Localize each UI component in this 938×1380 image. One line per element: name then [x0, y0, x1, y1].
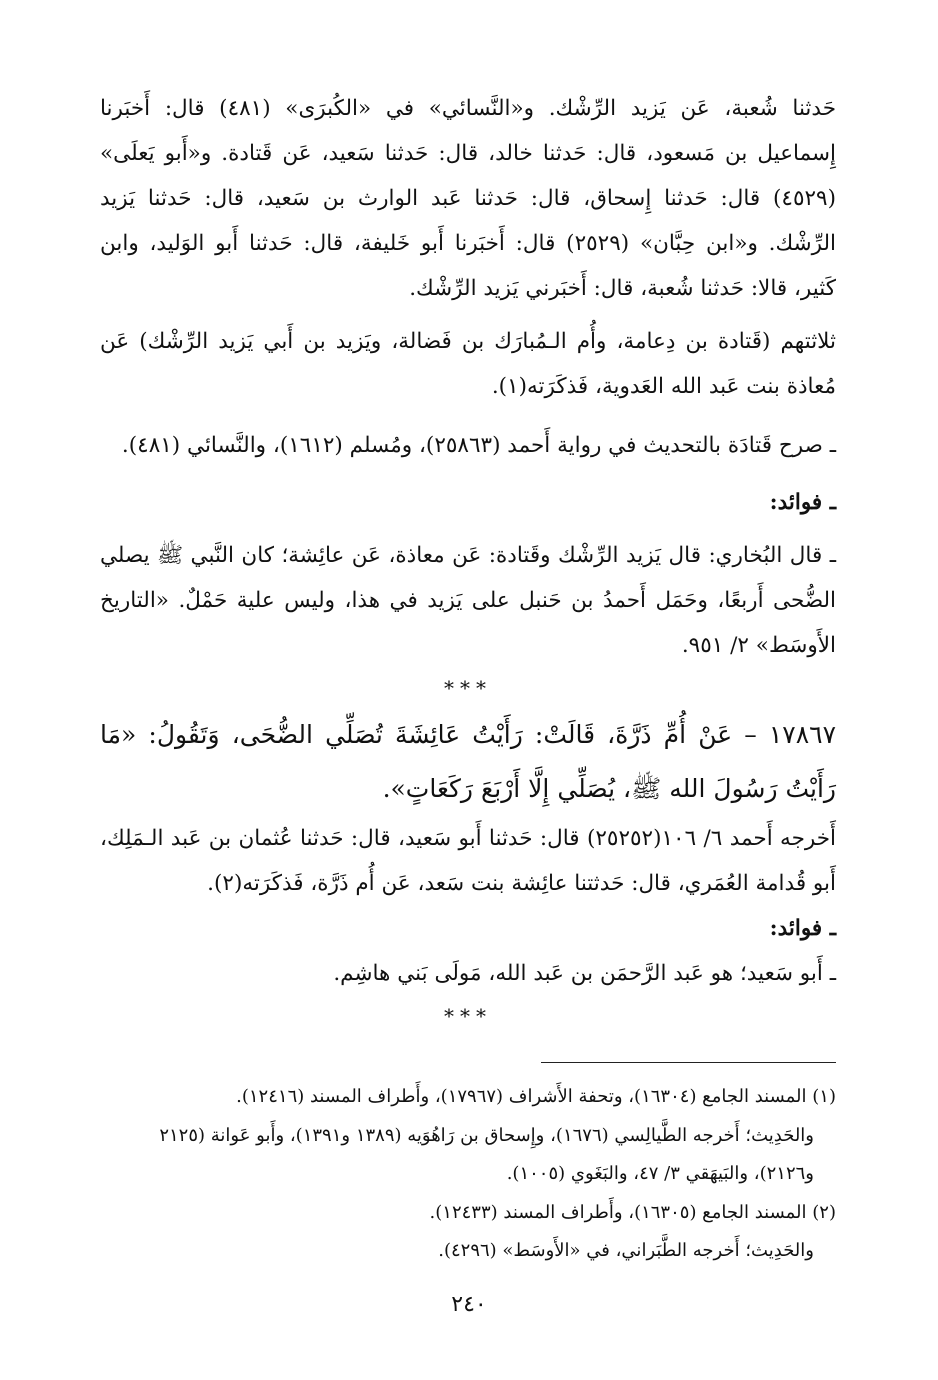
paragraph-abu-said-note: ـ أَبو سَعيد؛ هو عَبد الرَّحمَن بن عَبد الله، مَولَى بَني هاشِم. [333, 961, 836, 986]
hadith-text: ١٧٨٦٧ – عَنْ أُمِّ ذَرَّةَ، قَالَتْ: رَأَيْتُ عَائِشَةَ تُصَلِّي الضُّحَى، وَتَقُولُ: «مَا رَأَيْتُ رَسُولَ الله ﷺ، يُصَلِّي إِلَّا أَرْبَعَ رَكَعَاتٍ». [100, 720, 836, 803]
benefits-heading-2: ـ فوائد: [769, 916, 836, 941]
footnote-2-sources: والحَدِيث؛ أَخرجه الطَّبَراني، في «الأَوسَط» (٤٢٩٦). [438, 1240, 814, 1261]
benefits-heading: ـ فوائد: [769, 490, 836, 515]
footnote-1: (١) المسند الجامع (١٦٣٠٤)، وتحفة الأَشراف (١٧٩٦٧)، وأَطراف المسند (١٢٤١٦). [236, 1086, 836, 1107]
page-number: ٢٤٠ [451, 1292, 487, 1317]
main-text [100, 86, 836, 1036]
paragraph-bukhari-quote: ـ قال البُخاري: قال يَزيد الرِّشْك وقَتادة: عَن معاذة، عَن عائِشة؛ كان النَّبي ﷺ يصلي الضُّحى أَربعًا، وحَمَل أَحمدُ بن حَنبل على يَزيد في هذا، وليس علية حَمْلٌ. «التاريخ الأَوسَط» ٢/ ٩٥١. [100, 543, 836, 658]
paragraph-takhrij: أَخرجه أَحمد ٦/ ١٠٦(٢٥٢٥٢) قال: حَدثنا أَبو سَعيد، قال: حَدثنا عُثمان بن عَبد الـمَلِك، أَبو قُدامة العُمَري، قال: حَدثتنا عائِشة بنت سَعد، عَن أُم ذَرَّة، فَذكَرَته(٢). [100, 826, 836, 896]
separator-stars-2: *** [444, 1004, 492, 1028]
footnote-1-sources: والحَدِيث؛ أَخرجه الطَّيالِسي (١٦٧٦)، وإِسحاق بن رَاهُوَيه (١٣٨٩ و١٣٩١)، وأَبو عَوانة (٢١٢٥ و٢١٢٦)، والبَيهَقي ٣/ ٤٧، والبَغَوي (١٠٠٥). [159, 1124, 814, 1184]
footnote-divider [541, 1062, 836, 1063]
separator-stars: *** [444, 676, 492, 700]
paragraph-narration-chain: حَدثنا شُعبة، عَن يَزيد الرِّشْك. و«النَّسائي» في «الكُبرَى» (٤٨١) قال: أَخبَرنا إِسماعيل بن مَسعود، قال: حَدثنا خالد، قال: حَدثنا سَعيد، عَن قَتادة. و«أَبو يَعلَى» (٤٥٢٩) قال: حَدثنا إِسحاق، قال: حَدثنا عَبد الوارث بن سَعيد، قال: حَدثنا يَزيد الرِّشْك. و«ابن حِبَّان» (٢٥٢٩) قال: أَخبَرنا أَبو خَليفة، قال: حَدثنا أَبو الوَليد، وابن كَثير، قالا: حَدثنا شُعبة، قال: أَخبَرني يَزيد الرِّشْك. [100, 96, 836, 301]
paragraph-qatada-note: ـ صرح قَتادَة بالتحديث في رواية أَحمد (٢٥٨٦٣)، ومُسلم (١٦١٢)، والنَّسائي (٤٨١). [121, 433, 836, 458]
paragraph-three-narrators: ثلاثتهم (قَتادة بن دِعامة، وأُم الـمُبارَك بن فَضالة، ويَزيد بن أَبي يَزيد الرِّشْك) عَن مُعاذة بنت عَبد الله العَدوية، فَذكَرَته(١). [100, 329, 836, 399]
footnotes [100, 1078, 836, 1271]
footnote-2: (٢) المسند الجامع (١٦٣٠٥)، وأَطراف المسند (١٢٤٣٣). [429, 1201, 836, 1223]
